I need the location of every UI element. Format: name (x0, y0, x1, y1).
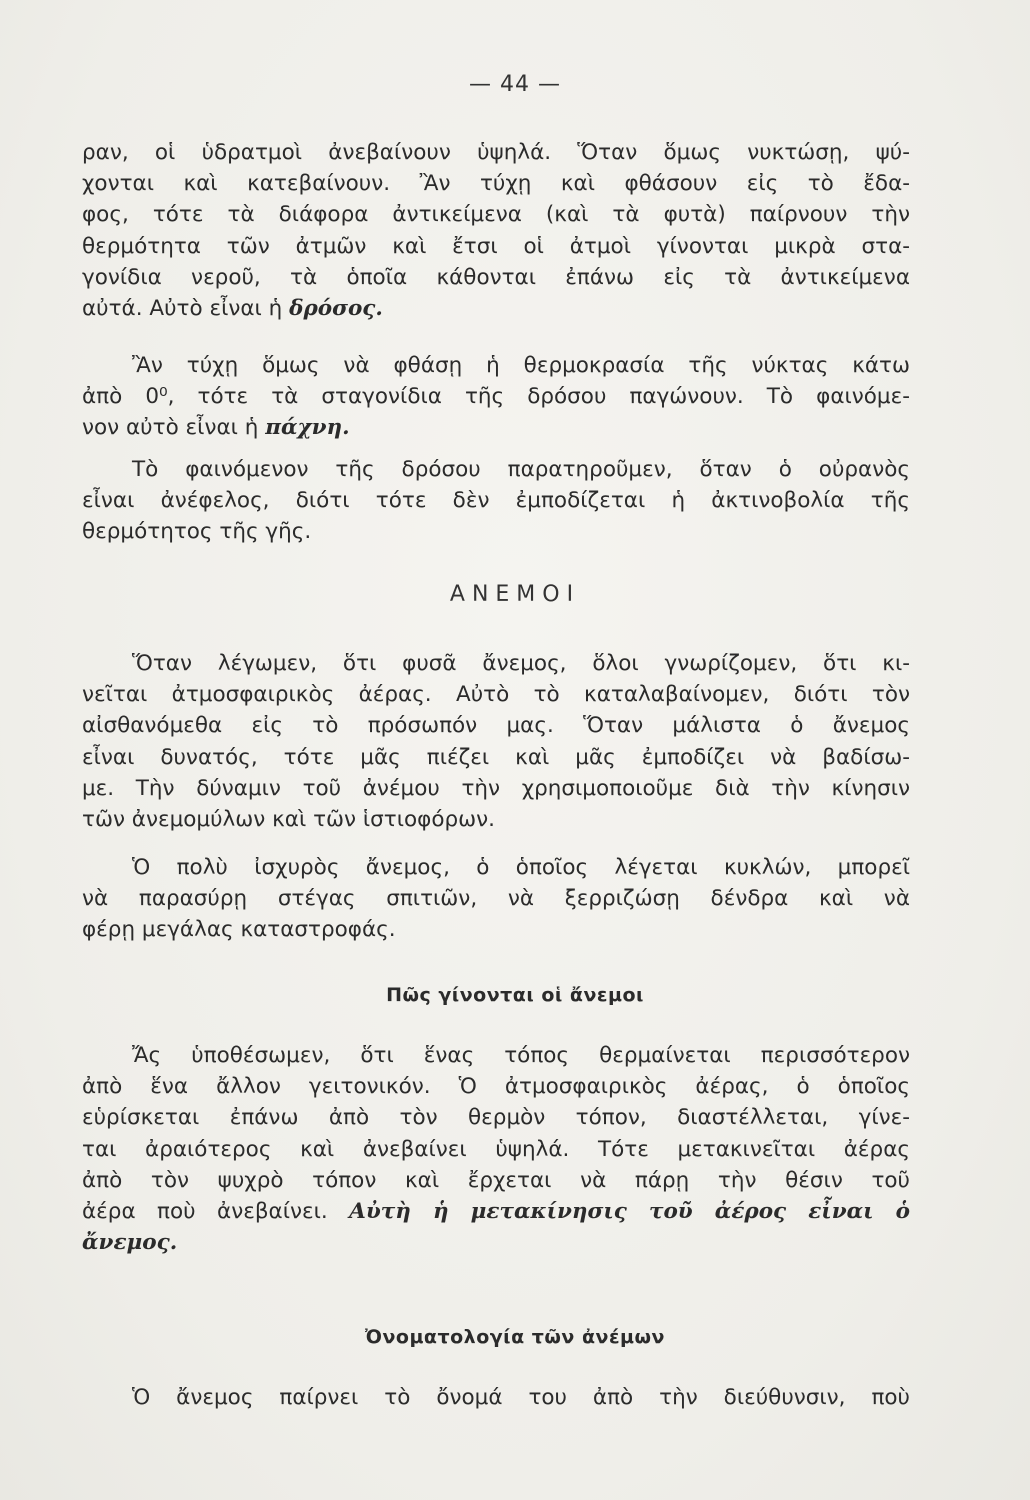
text-line (82, 1196, 910, 1227)
text-line: Ὅταν λέγωμεν, ὅτι φυσᾶ ἄνεμος, ὅλοι γνωρίζομεν, ὅτι κι- (132, 651, 910, 676)
term-wind: ἄνεμος. (82, 1230, 178, 1256)
text-line: Ἄς ὑποθέσωμεν, ὅτι ἕνας τόπος θερμαίνεται περισσότερον (132, 1043, 910, 1068)
text-line: χονται καὶ κατεβαίνουν. Ἂν τύχῃ καὶ φθάσουν εἰς τὸ ἔδα- (82, 171, 910, 197)
subheading-how-winds-form: Πῶς γίνονται οἱ ἄνεμοι (386, 984, 644, 1006)
text-line: ἀπὸ ἕνα ἄλλον γειτονικόν. Ὁ ἀτμοσφαιρικὸς ἀέρας, ὁ ὁποῖος (82, 1074, 910, 1100)
paragraph-cyclone (82, 852, 910, 946)
text-line: ἀπὸ τὸν ψυχρὸ τόπον καὶ ἔρχεται νὰ πάρῃ τὴν θέσιν τοῦ (82, 1167, 910, 1193)
text-line: γονίδια νεροῦ, τὰ ὁποῖα κάθονται ἐπάνω εἰς τὰ ἀντικείμενα (82, 264, 910, 290)
text-line: Ὁ ἄνεμος παίρνει τὸ ὄνομά του ἀπὸ τὴν διεύθυνσιν, ποὺ (132, 1385, 910, 1410)
text-line: ραν, οἱ ὑδρατμοὶ ἀνεβαίνουν ὑψηλά. Ὅταν ὅμως νυκτώσῃ, ψύ- (82, 140, 910, 165)
text-fragment: ἀέρα ποὺ ἀνεβαίνει. (82, 1199, 350, 1225)
text-line: ἀπὸ 0⁰, τότε τὰ σταγονίδια τῆς δρόσου παγώνουν. Τὸ φαινόμε- (82, 384, 910, 410)
paragraph-winds (82, 648, 910, 835)
term-wind-definition: Αὐτὴ ἡ μετακίνησις τοῦ ἀέρος εἶναι ὁ (349, 1199, 910, 1225)
text-fragment: αὐτά. Αὐτὸ εἶναι ἡ (82, 296, 290, 322)
text-line: φέρῃ μεγάλας καταστροφάς. (82, 917, 396, 943)
text-line: εἶναι δυνατός, τότε μᾶς πιέζει καὶ μᾶς ἐμποδίζει νὰ βαδίσω- (82, 744, 910, 770)
text-line (82, 1227, 910, 1258)
text-line: αἰσθανόμεθα εἰς τὸ πρόσωπόν μας. Ὅταν μάλιστα ὁ ἄνεμος (82, 713, 910, 739)
text-line: νὰ παρασύρῃ στέγας σπιτιῶν, νὰ ξερριζώσῃ δένδρα καὶ νὰ (82, 886, 910, 912)
text-fragment: νον αὐτὸ εἶναι ἡ (82, 415, 266, 441)
text-line: εἶναι ἀνέφελος, διότι τότε δὲν ἐμποδίζεται ἡ ἀκτινοβολία τῆς (82, 488, 910, 514)
paragraph-wind-formation (82, 1040, 910, 1258)
page-number: — 44 — (469, 72, 561, 97)
text-line (82, 412, 910, 443)
text-line (82, 293, 910, 324)
term-frost: πάχνη. (265, 415, 350, 441)
text-line: Ὁ πολὺ ἰσχυρὸς ἄνεμος, ὁ ὁποῖος λέγεται κυκλών, μπορεῖ (132, 855, 910, 880)
text-line: Ἂν τύχῃ ὅμως νὰ φθάσῃ ἡ θερμοκρασία τῆς νύκτας κάτω (132, 353, 910, 378)
text-line: θερμότητα τῶν ἀτμῶν καὶ ἔτσι οἱ ἀτμοὶ γίνονται μικρὰ στα- (82, 233, 910, 259)
section-title: ΑΝΕΜΟΙ (449, 582, 581, 607)
paragraph-dew (82, 137, 910, 324)
text-line: νεῖται ἀτμοσφαιρικὸς ἀέρας. Αὐτὸ τὸ καταλαβαίνομεν, διότι τὸν (82, 682, 910, 708)
text-line: Τὸ φαινόμενον τῆς δρόσου παρατηροῦμεν, ὅταν ὁ οὐρανὸς (132, 457, 910, 482)
text-line: τῶν ἀνεμομύλων καὶ τῶν ἱστιοφόρων. (82, 807, 495, 833)
paragraph-wind-naming (82, 1382, 910, 1413)
text-line: φος, τότε τὰ διάφορα ἀντικείμενα (καὶ τὰ φυτὰ) παίρνουν τὴν (82, 202, 910, 228)
text-line: εὑρίσκεται ἐπάνω ἀπὸ τὸν θερμὸν τόπον, διαστέλλεται, γίνε- (82, 1105, 910, 1131)
paragraph-dew-observation (82, 454, 910, 548)
text-line: θερμότητος τῆς γῆς. (82, 519, 312, 545)
subheading-wind-naming: Ὀνοματολογία τῶν ἀνέμων (365, 1326, 665, 1348)
text-line: με. Τὴν δύναμιν τοῦ ἀνέμου τὴν χρησιμοποιοῦμε διὰ τὴν κίνησιν (82, 775, 910, 801)
text-line: ται ἀραιότερος καὶ ἀνεβαίνει ὑψηλά. Τότε μετακινεῖται ἀέρας (82, 1136, 910, 1162)
term-dew: δρόσος. (289, 296, 383, 322)
paragraph-frost (82, 350, 910, 444)
